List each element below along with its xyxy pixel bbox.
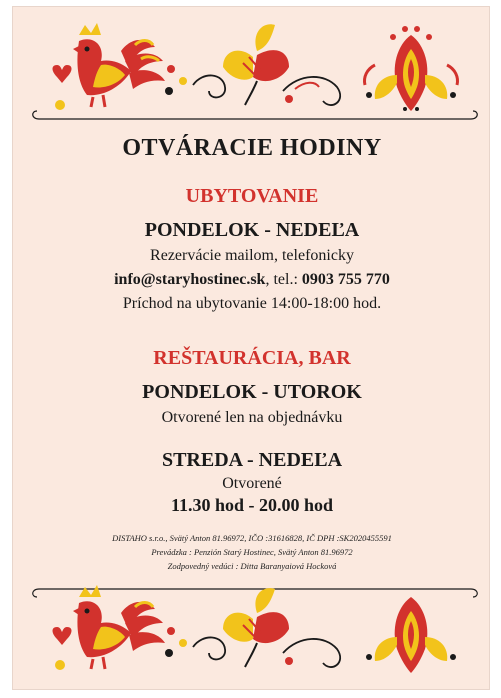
folk-ornament-bottom <box>13 585 491 695</box>
footer-company: DISTAHO s.r.o., Svätý Anton 81.96972, IČO :31616828, IČ DPH :SK2020455591 <box>112 533 392 543</box>
folk-flower-icon <box>366 597 456 673</box>
contact-line <box>13 271 491 289</box>
restaurant-heading: REŠTAURÁCIA, BAR <box>153 347 351 369</box>
accommodation-days: PONDELOK - NEDEĽA <box>144 219 360 241</box>
page-title: OTVÁRACIE HODINY <box>122 135 382 161</box>
email-link[interactable]: info@staryhostinec.sk <box>114 271 266 288</box>
accommodation-heading: UBYTOVANIE <box>185 185 319 207</box>
restaurant-note-2: Otvorené <box>222 475 282 492</box>
heart-icon <box>53 627 72 645</box>
restaurant-days-2: STREDA - NEDEĽA <box>161 449 343 471</box>
tulip-icon <box>223 588 289 667</box>
restaurant-days-1: PONDELOK - UTOROK <box>142 381 362 403</box>
phone-prefix: , tel.: <box>265 271 302 288</box>
reservation-text: Rezervácie mailom, telefonicky <box>150 247 354 264</box>
tulip-icon <box>223 24 289 105</box>
footer-operation: Prevádzka : Penzión Starý Hostinec, Svätý Anton 81.96972 <box>151 547 353 557</box>
opening-hours-card <box>12 6 490 690</box>
folk-ornament-top <box>13 15 491 125</box>
restaurant-hours: 11.30 hod - 20.00 hod <box>170 495 334 515</box>
rooster-icon <box>73 23 165 107</box>
footer-manager: Zodpovedný vedúci : Ditta Baranyaiová Hocková <box>167 561 337 571</box>
folk-flower-icon <box>364 26 457 111</box>
restaurant-note-1: Otvorené len na objednávku <box>161 409 343 426</box>
rooster-icon <box>73 585 165 669</box>
phone-number[interactable]: 0903 755 770 <box>301 271 390 288</box>
arrival-text: Príchod na ubytovanie 14:00-18:00 hod. <box>122 295 382 312</box>
heart-icon <box>53 65 72 83</box>
